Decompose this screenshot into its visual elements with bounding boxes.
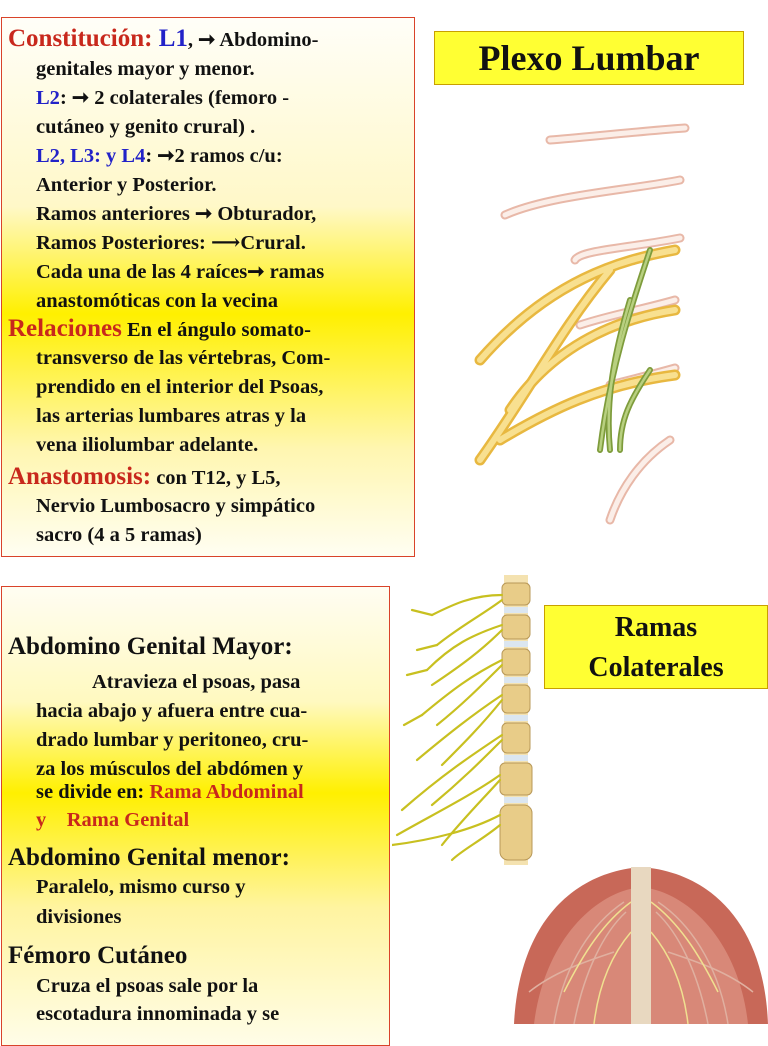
constitucion-line9: Cada una de las 4 raíces➞ ramas [36, 261, 325, 283]
p3-line1: Cruza el psoas sale por la [36, 975, 259, 997]
rama-abdominal: Rama Abdominal [149, 781, 304, 803]
p1-line2: hacia abajo y afuera entre cua- [36, 700, 308, 722]
relaciones-line4: las arterias lumbares atras y la [36, 405, 307, 427]
constitucion-line2: genitales mayor y menor. [36, 58, 255, 80]
p1-line5 [36, 778, 304, 807]
constitucion-line6: Anterior y Posterior. [36, 174, 217, 196]
anastomosis-heading: Anastomosis: [8, 463, 152, 490]
l234-label: L2, L3: y L4 [36, 145, 146, 167]
relaciones-text1: En el ángulo somato- [121, 319, 311, 341]
abdomino-genital-mayor-heading: Abdomino Genital Mayor: [8, 633, 293, 660]
relaciones-line2: transverso de las vértebras, Com- [36, 347, 331, 369]
title-plexo-lumbar: Plexo Lumbar [434, 31, 744, 85]
spine-nerves-illustration [392, 575, 542, 865]
p1-line1: Atravieza el psoas, pasa [92, 671, 301, 693]
l2-text: : ➞ 2 colaterales (femoro - [59, 87, 290, 109]
abdominal-anatomy-illustration [514, 862, 768, 1024]
title2-line2: Colaterales [588, 652, 724, 683]
p2-line1: Paralelo, mismo curso y [36, 876, 246, 898]
constitucion-line5 [36, 142, 283, 171]
l1-text: , ➞ Abdomino- [187, 29, 319, 51]
relaciones-line5: vena iliolumbar adelante. [36, 434, 259, 456]
anastomosis-line3: sacro (4 a 5 ramas) [36, 524, 202, 546]
p1-line3: drado lumbar y peritoneo, cru- [36, 729, 309, 751]
constitucion-line1 [8, 24, 318, 55]
anastomosis-line2: Nervio Lumbosacro y simpático [36, 495, 316, 517]
anastomosis-line1 [8, 462, 281, 493]
p1-line4: za los músculos del abdómen y [36, 758, 304, 780]
p3-line2: escotadura innominada y se [36, 1003, 280, 1025]
constitucion-heading: Constitución: [8, 25, 153, 52]
constitucion-line7: Ramos anteriores ➞ Obturador, [36, 203, 317, 225]
title-ramas-colaterales [544, 605, 768, 689]
relaciones-line1 [8, 314, 311, 345]
anastomosis-text1: con T12, y L5, [151, 467, 281, 489]
constitucion-line8: Ramos Posteriores: ⟶Crural. [36, 232, 306, 254]
constitucion-line10: anastomóticas con la vecina [36, 290, 278, 312]
l234-text: : ➞2 ramos c/u: [145, 145, 283, 167]
p1-line5-text: se divide en: [36, 781, 150, 803]
l1-label: L1 [158, 25, 188, 52]
relaciones-line3: prendido en el interior del Psoas, [36, 376, 324, 398]
abdomino-genital-menor-heading: Abdomino Genital menor: [8, 844, 290, 871]
constitucion-line4: cutáneo y genito crural) . [36, 116, 256, 138]
rama-genital: y Rama Genital [36, 809, 190, 831]
relaciones-heading: Relaciones [8, 315, 122, 342]
constitucion-line3 [36, 84, 289, 113]
title2-line1: Ramas [614, 612, 698, 643]
p2-line2: divisiones [36, 906, 122, 928]
femoro-cutaneo-heading: Fémoro Cutáneo [8, 942, 188, 969]
lumbar-plexus-diagram [460, 110, 710, 530]
l2-label: L2 [36, 87, 60, 109]
